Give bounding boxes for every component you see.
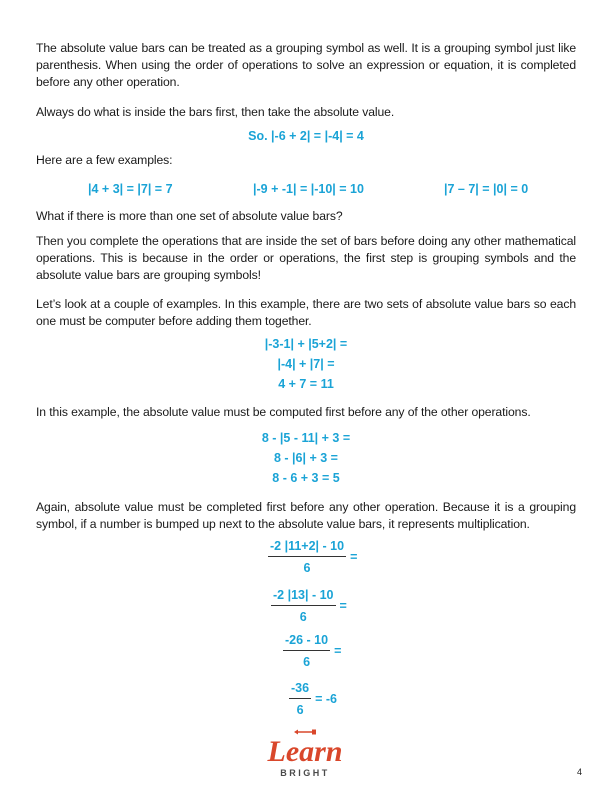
block1-line-2: |-4| + |7| = — [277, 357, 335, 371]
paragraph-computed-first: In this example, the absolute value must be computed first before any of the other operations. — [36, 405, 531, 419]
fraction-equals: = — [339, 599, 347, 613]
fraction-numerator: -36 — [291, 681, 310, 695]
example-1: |4 + 3| = |7| = 7 — [88, 182, 173, 196]
fraction-denominator: 6 — [303, 655, 311, 669]
fraction-equals: = -6 — [315, 692, 337, 706]
fraction-denominator: 6 — [296, 703, 304, 717]
paragraph-examples-intro: Here are a few examples: — [36, 153, 173, 167]
fraction-step-4 — [289, 681, 337, 717]
so-example: So. |-6 + 2| = |-4| = 4 — [248, 129, 364, 143]
logo-word: Learn — [267, 735, 343, 768]
block2-line-1: 8 - |5 - 11| + 3 = — [261, 431, 351, 445]
paragraph-question: What if there is more than one set of absolute value bars? — [36, 209, 343, 223]
fraction-step-2 — [271, 588, 347, 624]
fraction-numerator: -2 |11+2| - 10 — [270, 539, 345, 553]
fraction-denominator: 6 — [299, 610, 307, 624]
learn-bright-logo — [250, 726, 360, 782]
page-number: 4 — [576, 767, 582, 777]
block2-line-2: 8 - |6| + 3 = — [274, 451, 338, 465]
fraction-step-1 — [268, 539, 357, 575]
fraction-denominator: 6 — [303, 561, 311, 575]
paragraph-explanation: Then you complete the operations that are inside the set of bars before doing any other mathematical operations. This is because in the order or operations, the first step is grouping symbols and the absolute value bars are grouping symbols! — [36, 234, 576, 282]
paragraph-multiplication: Again, absolute value must be completed first before any other operation. Because it is a grouping symbol, if a number is bumped up next to the absolute value bars, it represents multiplication. — [36, 500, 576, 531]
paragraph-two-sets: Let’s look at a couple of examples. In this example, there are two sets of absolute value bars so each one must be computer before adding them together. — [36, 297, 576, 328]
example-2: |-9 + -1| = |-10| = 10 — [253, 182, 364, 196]
fraction-numerator: -2 |13| - 10 — [273, 588, 334, 602]
example-3: |7 – 7| = |0| = 0 — [444, 182, 529, 196]
fraction-equals: = — [350, 550, 358, 564]
paragraph-grouping-symbol: The absolute value bars can be treated as a grouping symbol as well. It is a grouping symbol just like parenthesis. When using the order of operations to solve an expression or equation, it is completed before any other operation. — [36, 41, 576, 89]
fraction-numerator: -26 - 10 — [285, 633, 329, 647]
paragraph-inside-first: Always do what is inside the bars first, then take the absolute value. — [36, 105, 395, 119]
fraction-equals: = — [334, 644, 342, 658]
block2-line-3: 8 - 6 + 3 = 5 — [272, 471, 340, 485]
block1-line-3: 4 + 7 = 11 — [278, 377, 334, 391]
logo-graphic — [250, 726, 360, 782]
block1-line-1: |-3-1| + |5+2| = — [264, 337, 348, 351]
logo-subword: BRIGHT — [280, 768, 330, 778]
fraction-step-3 — [283, 633, 341, 669]
pencil-icon — [294, 730, 316, 735]
